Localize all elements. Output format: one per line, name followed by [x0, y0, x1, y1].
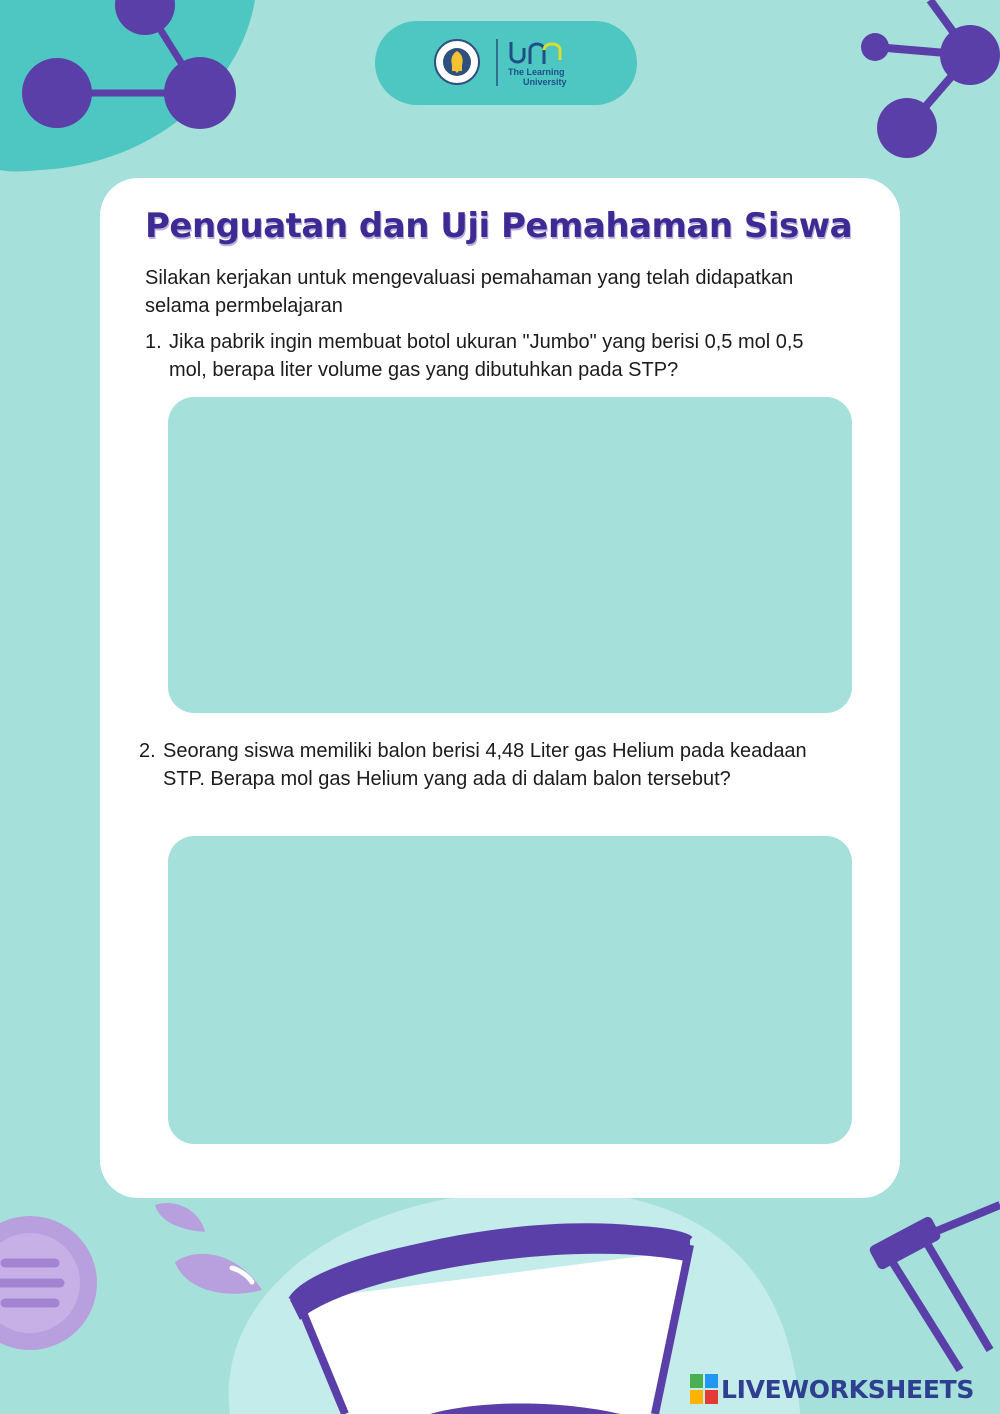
- um-logo-icon: [508, 38, 568, 68]
- university-seal-icon: [434, 39, 480, 85]
- question-1-number: 1.: [145, 331, 162, 353]
- question-1: [145, 328, 825, 384]
- logo-divider: [496, 39, 498, 86]
- side-circle-icon: [0, 1216, 97, 1350]
- header-logo-bar: [375, 21, 637, 105]
- answer-box-2[interactable]: [168, 836, 852, 1144]
- lab-stand-icon: [868, 1205, 1000, 1370]
- molecule-top-right-icon: [861, 0, 1000, 158]
- liveworksheets-text: LIVEWORKSHEETS: [721, 1374, 975, 1404]
- tagline-line-2: University: [523, 77, 567, 87]
- question-2-text: Seorang siswa memiliki balon berisi 4,48 Liter gas Helium pada keadaan STP. Berapa mol gas Helium yang ada di dalam balon tersebut?: [163, 740, 807, 790]
- question-2: [139, 737, 809, 793]
- question-2-number: 2.: [139, 740, 156, 762]
- answer-box-1[interactable]: [168, 397, 852, 713]
- tagline-line-1: The Learning: [508, 67, 565, 77]
- worksheet-title: Penguatan dan Uji Pemahaman Siswa: [145, 206, 853, 246]
- question-1-text: Jika pabrik ingin membuat botol ukuran "Jumbo" yang berisi 0,5 mol 0,5 mol, berapa liter volume gas yang dibutuhkan pada STP?: [169, 331, 804, 381]
- worksheet-intro: Silakan kerjakan untuk mengevaluasi pemahaman yang telah didapatkan selama permbelajaran: [145, 267, 794, 317]
- worksheet-card: [100, 178, 900, 1198]
- liveworksheets-logo-icon: [690, 1374, 718, 1404]
- liveworksheets-brand: [690, 1372, 974, 1406]
- droplets-icon: [155, 1203, 262, 1294]
- logo-tagline: [508, 67, 578, 87]
